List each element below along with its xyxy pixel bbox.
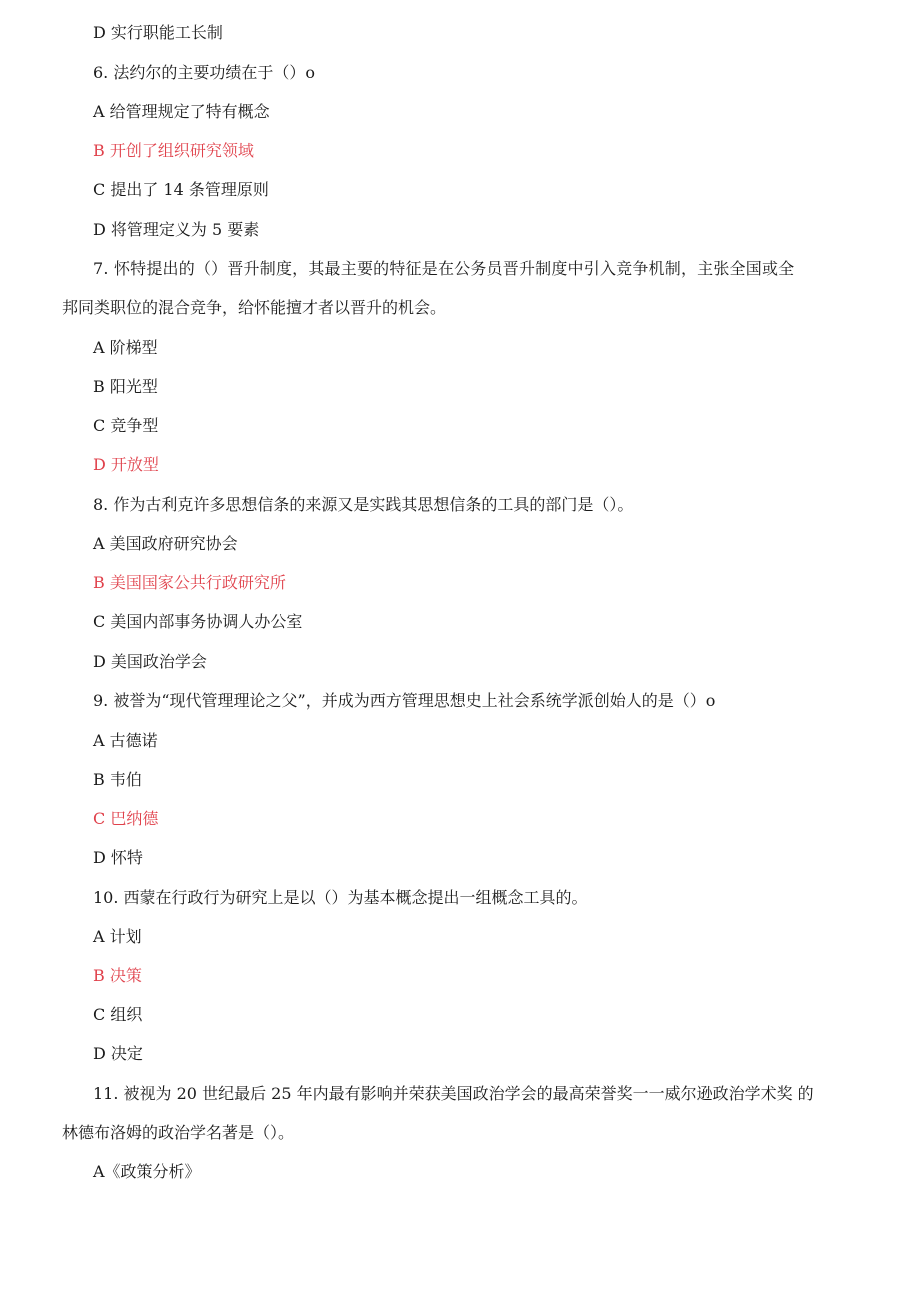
option-6-d: D 将管理定义为 5 要素 <box>93 220 260 239</box>
question-7-continuation: 邦同类职位的混合竞争，给怀能擅才者以晋升的机会。 <box>62 298 447 317</box>
question-10: 10. 西蒙在行政行为研究上是以（）为基本概念提出一组概念工具的。 <box>93 888 588 907</box>
option-7-b: B 阳光型 <box>93 377 158 396</box>
question-11-continuation: 林德布洛姆的政治学名著是（）。 <box>62 1123 295 1142</box>
option-6-c: C 提出了 14 条管理原则 <box>93 180 269 199</box>
option-8-c: C 美国内部事务协调人办公室 <box>93 612 303 631</box>
option-7-a: A 阶梯型 <box>93 338 158 357</box>
option-6-a: A 给管理规定了特有概念 <box>93 102 270 121</box>
question-7: 7. 怀特提出的（）晋升制度，其最主要的特征是在公务员晋升制度中引入竞争机制，主张全国或全 <box>93 259 795 278</box>
option-10-b-correct: B 决策 <box>93 966 142 985</box>
option-8-d: D 美国政治学会 <box>93 652 207 671</box>
option-11-a: A《政策分析》 <box>93 1162 201 1181</box>
option-9-a: A 古德诺 <box>93 731 158 750</box>
option-5-d: D 实行职能工长制 <box>93 23 223 42</box>
option-9-b: B 韦伯 <box>93 770 142 789</box>
question-8: 8. 作为古利克许多思想信条的来源又是实践其思想信条的工具的部门是（）。 <box>93 495 634 514</box>
option-8-a: A 美国政府研究协会 <box>93 534 238 553</box>
question-11: 11. 被视为 20 世纪最后 25 年内最有影响并荣获美国政治学会的最高荣誉奖一一威尔逊政治学术奖 的 <box>93 1084 814 1103</box>
option-7-c: C 竞争型 <box>93 416 159 435</box>
option-10-d: D 决定 <box>93 1044 143 1063</box>
question-9: 9. 被誉为“现代管理理论之父”，并成为西方管理思想史上社会系统学派创始人的是（）o <box>93 691 716 710</box>
option-8-b-correct: B 美国国家公共行政研究所 <box>93 573 286 592</box>
option-10-c: C 组织 <box>93 1005 143 1024</box>
option-7-d-correct: D 开放型 <box>93 455 159 474</box>
option-9-d: D 怀特 <box>93 848 143 867</box>
option-9-c-correct: C 巴纳德 <box>93 809 159 828</box>
option-10-a: A 计划 <box>93 927 142 946</box>
option-6-b-correct: B 开创了组织研究领域 <box>93 141 254 160</box>
question-6: 6. 法约尔的主要功绩在于（）o <box>93 63 315 82</box>
